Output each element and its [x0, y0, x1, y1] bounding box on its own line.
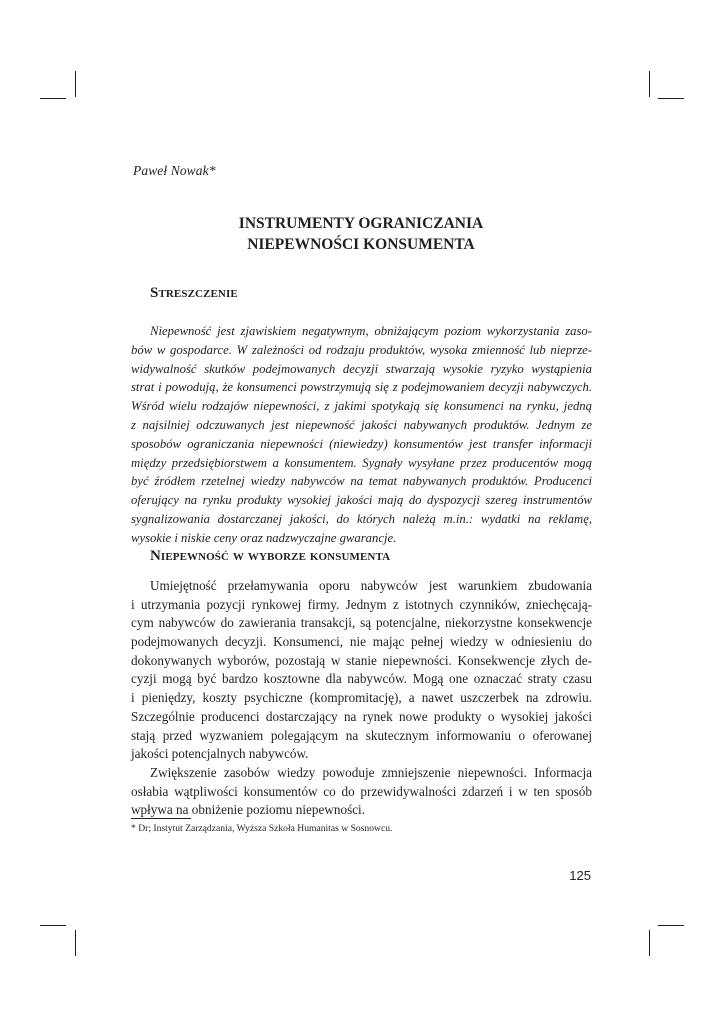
- abstract-line: wysokie i niskie ceny oraz nadzwyczajne gwarancje.: [131, 530, 397, 545]
- crop-mark-bottom-right-horizontal: [658, 925, 684, 926]
- body-line: jakości potencjalnych nabywców.: [131, 746, 309, 762]
- body-line: osłabia wątpliwości konsumentów co do przewidywalności zdarzeń i w ten sposób: [131, 783, 592, 799]
- body-line: i pieniędzy, koszty psychiczne (kompromitację), a nawet uszczerbek na zdrowiu.: [131, 690, 592, 706]
- author-name: Paweł Nowak*: [133, 163, 216, 178]
- crop-mark-top-left-vertical: [75, 71, 76, 97]
- abstract-line: strat i powodują, że konsumenci powstrzymują się z podejmowaniem decyzji nabywczych.: [131, 380, 592, 395]
- crop-mark-bottom-right-vertical: [649, 930, 650, 956]
- crop-mark-top-right-horizontal: [658, 98, 684, 99]
- body-line: podejmowanych decyzji. Konsumenci, nie mając pełnej wiedzy w odniesieniu do: [131, 634, 592, 650]
- article-title: [130, 213, 592, 255]
- abstract-heading: Streszczenie: [150, 285, 238, 301]
- body-line: Zwiększenie zasobów wiedzy powoduje zmniejszenie niepewności. Informacja: [150, 764, 592, 780]
- abstract-text: [131, 322, 592, 548]
- abstract-line: być źródłem rzetelnej wiedzy nabywców na temat nabywanych produktów. Producenci: [131, 474, 592, 489]
- abstract-line: między przedsiębiorstwem a konsumentem. Sygnały wysyłane przez producentów mogą: [131, 455, 592, 470]
- title-line: INSTRUMENTY OGRANICZANIA: [238, 215, 484, 232]
- page-number: 125: [569, 868, 591, 883]
- abstract-line: sposobów ograniczania niepewności (niewiedzy) konsumentów jest transfer informacji: [131, 436, 592, 451]
- crop-mark-top-right-vertical: [649, 71, 650, 97]
- body-line: Umiejętność przełamywania oporu nabywców jest warunkiem zbudowania: [150, 578, 592, 593]
- footnote-divider: [131, 818, 191, 819]
- body-line: dokonywanych wyborów, pozostają w stanie niepewności. Konsekwencje złych de-: [131, 652, 592, 668]
- abstract-line: Wśród wielu rodzajów niepewności, z jakimi spotykają się konsumenci na rynku, jedną: [131, 399, 592, 414]
- abstract-line: widywalność skutków podejmowanych decyzji stwarzają wysokie ryzyko wystąpienia: [131, 361, 592, 376]
- abstract-line: bów w gospodarce. W zależności od rodzaju produktów, wysoka zmienność lub nieprze-: [131, 342, 592, 357]
- body-line: wpływa na obniżenie poziomu niepewności.: [131, 802, 366, 818]
- section-body: [131, 577, 592, 820]
- body-line: Szczególnie producenci dostarczający na rynek nowe produkty o wysokiej jakości: [131, 708, 592, 724]
- title-line: NIEPEWNOŚCI KONSUMENTA: [247, 236, 475, 253]
- body-line: cyzji mogą być bardzo kosztowne dla nabywców. Mogą one oznaczać straty czasu: [131, 671, 592, 687]
- section-heading: Niepewność w wyborze konsumenta: [150, 548, 391, 564]
- abstract-line: sygnalizowania dostarczanej jakości, do których należą m.in.: wydatki na reklamę,: [131, 511, 592, 526]
- footnote: * Dr; Instytut Zarządzania, Wyższa Szkoła Humanitas w Sosnowcu.: [131, 823, 393, 834]
- body-line: i utrzymania pozycji rynkowej firmy. Jednym z istotnych czynników, zniechęcają-: [131, 596, 592, 612]
- abstract-line: Niepewność jest zjawiskiem negatywnym, obniżającym poziom wykorzystania zaso-: [150, 324, 592, 338]
- body-line: stają przed wyzwaniem polegającym na skutecznym informowaniu o oferowanej: [131, 727, 592, 743]
- crop-mark-bottom-left-vertical: [75, 930, 76, 956]
- abstract-line: z najsilniej odczuwanych jest niepewność jakości nabywanych produktów. Jednym ze: [131, 417, 592, 432]
- crop-mark-bottom-left-horizontal: [40, 925, 66, 926]
- abstract-line: oferujący na rynku produkty wysokiej jakości mają do dyspozycji szereg instrumentów: [131, 493, 592, 508]
- crop-mark-top-left-horizontal: [40, 98, 66, 99]
- body-line: cym nabywców do zawierania transakcji, są potencjalne, niekorzystne konsekwencje: [131, 615, 592, 631]
